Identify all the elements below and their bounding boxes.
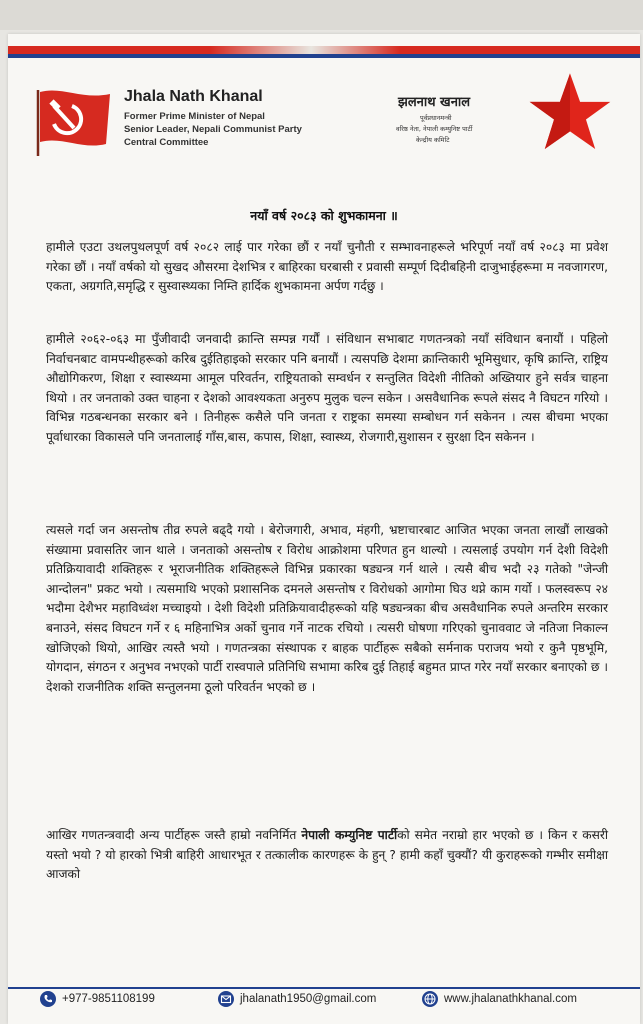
english-title-line: Central Committee xyxy=(124,137,209,148)
globe-icon xyxy=(422,991,438,1007)
header-blue-band xyxy=(8,54,640,58)
letterhead-page xyxy=(8,34,640,1024)
paragraph xyxy=(46,826,608,885)
hammer-sickle-flag-icon xyxy=(32,84,116,158)
english-name: Jhala Nath Khanal xyxy=(124,88,263,105)
english-title-line: Former Prime Minister of Nepal xyxy=(124,111,265,122)
paragraph: हामीले एउटा उथलपुथलपूर्ण वर्ष २०८२ लाई पार गरेका छौं र नयाँ चुनौती र सम्भावनाहरूले भरिपूर्ण नयाँ वर्ष २०८३ मा प्रवेश गरेका छौं । नयाँ वर्षको यो सुखद औसरमा देशभित्र र बाहिरका घरबासी र प्रवासी सम्पूर्ण दिदीबहिनी दाजुभाईहरूमा म नवजागरण, एकता, अग्रगति,समृद्धि र सुस्वास्थ्यका निम्ति हार्दिक शुभकामना अर्पण गर्दछु । xyxy=(46,240,608,294)
paragraph: त्यसले गर्दा जन असन्तोष तीव्र रुपले बढ्दै गयो । बेरोजगारी, अभाव, मंहगी, भ्रष्टाचारबाट आजित भएका जनता लाखौं लाखको संख्यामा प्रवासतिर जान थाले । जनताको असन्तोष र विरोध आक्रोशमा परिणत हुन थाल्यो । त्यसलाई उपयोग गर्न देशी विदेशी प्रतिक्रियावादी शक्तिहरू र भूराजनीतिक शक्तिहरूले विभिन्न प्रकारका षड्यन्त्र गर्न थाले । त्यसै बीच भदौ २३ गतेको "जेन्जी आन्दोलन" प्रकट भयो । त्यसमाथि भएको प्रशासनिक दमनले असन्तोष र विरोधको आगोमा घिउ थप्ने काम गर्यो । फलस्वरूप २४ भदौमा देशैभर महाविध्वंश मच्चाइयो । देशी विदेशी प्रतिक्रियावादीहरूको यहि षड्यन्त्रका बीच असवैधानिक रुपले अन्तरिम सरकार बनाउने, संसद विघटन गर्ने र ६ महिनाभित्र अर्को चुनाव गर्ने नाटक रचियो । त्यसरी घोषणा गरिएको चुनाववाट जे नतिजा निकाल्न खोजिएको थियो, आखिर त्यस्तै भयो । गणतन्त्रका संस्थापक र बाहक पार्टीहरू सबैको सर्मनाक पराजय भयो र कुनै पृष्ठभूमि, योगदान, संगठन र अनुभव नभएको पार्टी रास्वपाले प्रतिनिधि सभामा करिब दुई तिहाई बहुमत प्राप्त गरेर नयाँ सरकार बनाएको छ । देशको राजनीतिक शक्ति सन्तुलनमा ठूलो परिवर्तन भएको छ । xyxy=(46,523,608,694)
nepali-title-line: केन्द्रीय कमिटि xyxy=(416,136,450,144)
letter-title: नयाँ वर्ष २०८३ को शुभकामना ॥ xyxy=(250,208,398,223)
phone-icon xyxy=(40,991,56,1007)
nepali-title-line: पूर्वप्रधानमन्त्री xyxy=(420,114,452,122)
paragraph-text: आखिर गणतन्त्रवादी अन्य पार्टीहरू जस्तै हाम्रो नवनिर्मित xyxy=(46,828,302,842)
header-red-band xyxy=(8,46,640,54)
email-icon xyxy=(218,991,234,1007)
red-star-icon xyxy=(528,70,612,154)
party-name: नेपाली कम्युनिष्ट पार्टी xyxy=(301,828,398,842)
nepali-title-line: वरिष्ठ नेता, नेपाली कम्युनिष्ट पार्टी xyxy=(396,125,473,133)
footer-website[interactable] xyxy=(422,990,577,1008)
website-url: www.jhalanathkhanal.com xyxy=(444,993,577,1005)
footer-phone[interactable] xyxy=(40,990,155,1008)
paragraph-text: को समेत नराम्रो हार भएको छ । किन र कसरी यस्तो भयो ? यो हारको भित्री बाहिरी आधारभूत र तत्कालीक कारणहरू के हुन् ? हामी कहाँ चुक्यौं? यी कुराहरूको गम्भीर समीक्षा आजको xyxy=(46,828,608,882)
nepali-name: झलनाथ खनाल xyxy=(398,95,471,110)
english-title-line: Senior Leader, Nepali Communist Party xyxy=(124,124,302,135)
footer-email[interactable] xyxy=(218,990,376,1008)
paragraph: हामीले २०६२-०६३ मा पुँजीवादी जनवादी क्रान्ति सम्पन्न गर्यौं । संविधान सभाबाट गणतन्त्रको नयाँ संविधान बनायौं । पहिलो निर्वाचनबाट वामपन्थीहरूको करिब दुईतिहाइको सरकार पनि बनायौं । त्यसपछि देशमा क्रान्तिकारी भूमिसुधार, कृषि क्रान्ति, राष्ट्रिय औद्योगिकरण, शिक्षा र स्वास्थ्यमा आमूल परिवर्तन, राष्ट्रियताको सम्वर्धन र सन्तुलित विदेशी नीतिको अख्तियार हुने सर्वत्र चाहना थियो । तर जनताको उक्त चाहना र देशको आवश्यकता अनुरुप मुलुक चल्न सकेन । असवैधानिक रूपले संसद नै विघटन गरियो । विभिन्न गठबन्धनका सरकार बने । तिनीहरू कसैले पनि जनता र राष्ट्रका समस्या सम्बोधन गर्न सकेनन । त्यस बीचमा भएका पूर्वाधारका विकासले पनि जनतालाई गाँस,बास, कपास, शिक्षा, स्वास्थ्य, रोजगारी,सुशासन र सुरक्षा दिन सकेनन । xyxy=(46,332,608,444)
background-document-strip xyxy=(0,0,643,30)
phone-number: +977-9851108199 xyxy=(62,993,155,1005)
footer-divider xyxy=(8,987,640,989)
email-address: jhalanath1950@gmail.com xyxy=(240,993,377,1005)
